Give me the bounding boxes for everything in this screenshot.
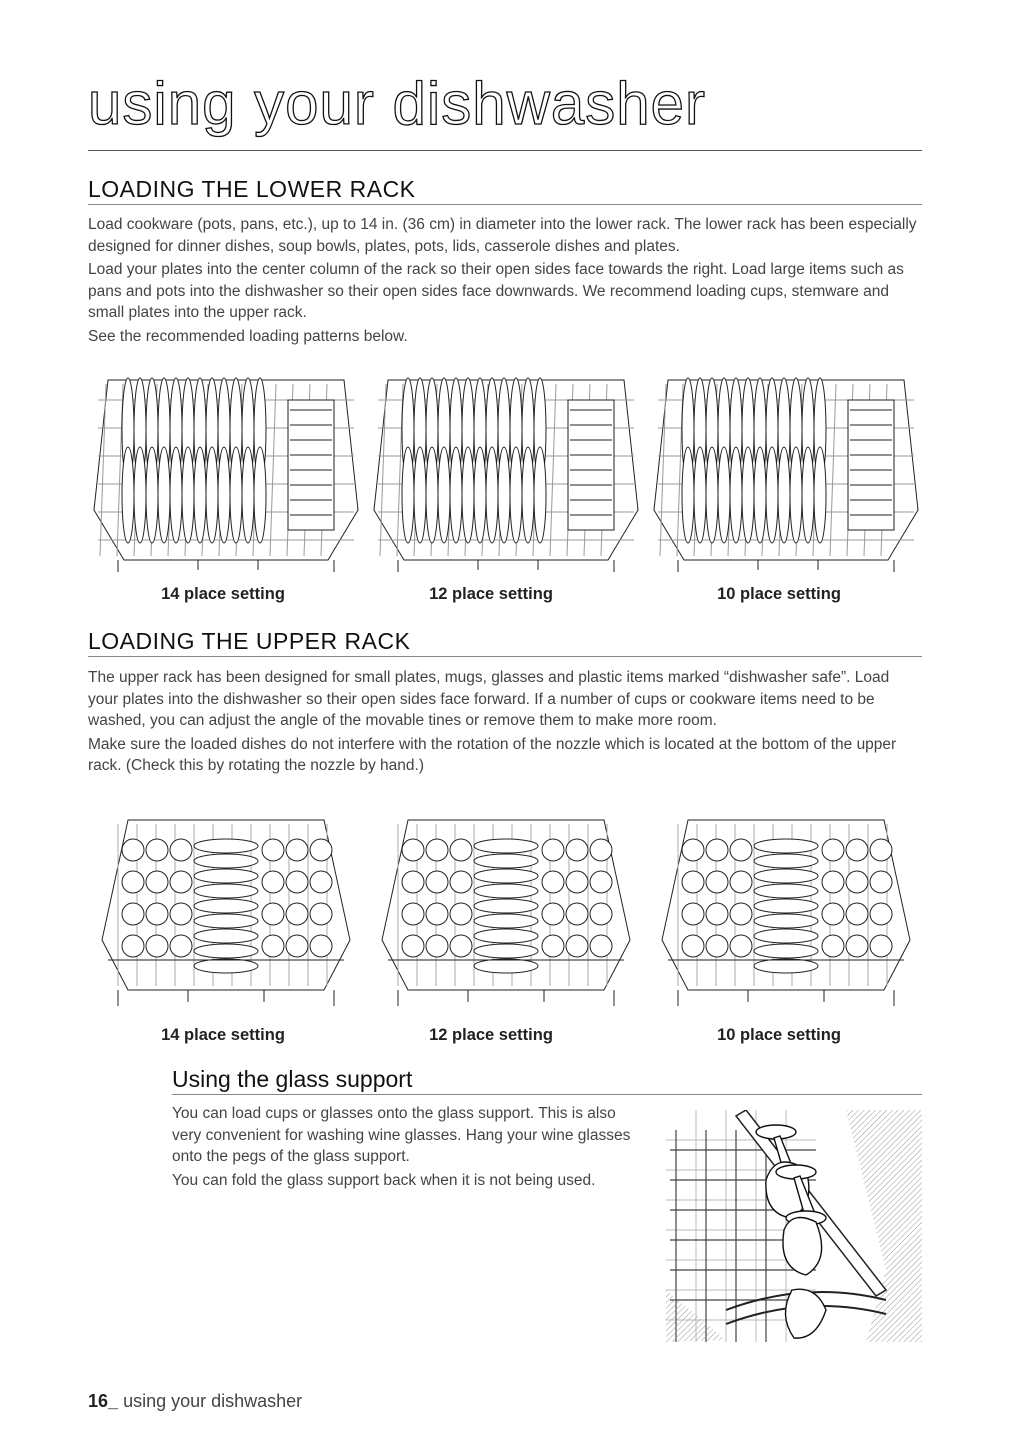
glass-support-paragraph-2: You can fold the glass support back when it is not being used. xyxy=(172,1171,596,1189)
upper-rack-heading: LOADING THE UPPER RACK xyxy=(88,626,922,657)
page-number: 16_ xyxy=(88,1391,119,1411)
upper-rack-12-illustration xyxy=(368,810,644,1020)
upper-rack-paragraph-2: Make sure the loaded dishes do not interfere with the rotation of the nozzle which is located at the bottom of the upper rack. (Check this by rotating the nozzle by hand.) xyxy=(88,735,897,774)
upper-caption-14: 14 place setting xyxy=(161,1026,285,1044)
glass-support-paragraph-1: You can load cups or glasses onto the glass support. This is also very convenient for washing wine glasses. Hang your wine glasses onto the pegs of the glass support. xyxy=(172,1105,631,1165)
footer-text: using your dishwasher xyxy=(123,1391,303,1411)
lower-rack-10-illustration xyxy=(648,360,924,582)
lower-rack-heading: LOADING THE LOWER RACK xyxy=(88,174,922,205)
lower-rack-paragraph-2: Load your plates into the center column of the rack so their open sides face towards the right. Load large items such as pans and pots into the dishwasher so their open sides face downwards. We recommend loading cups, stemware and small plates into the upper rack. xyxy=(88,261,904,321)
glass-support-heading: Using the glass support xyxy=(172,1064,922,1095)
lower-caption-12: 12 place setting xyxy=(429,585,553,603)
upper-caption-10: 10 place setting xyxy=(717,1026,841,1044)
lower-rack-14-illustration xyxy=(88,360,364,582)
page-title: using your dishwasher xyxy=(88,58,922,151)
lower-rack-12-illustration xyxy=(368,360,644,582)
upper-rack-paragraph-1: The upper rack has been designed for small plates, mugs, glasses and plastic items marked “dishwasher safe”. Load your plates into the dishwasher so their open sides face forward. If a number of cups or cookware items need to be washed, you can adjust the angle of the movable tines or remove them to make more room. xyxy=(88,669,890,729)
lower-caption-14: 14 place setting xyxy=(161,585,285,603)
upper-caption-12: 12 place setting xyxy=(429,1026,553,1044)
footer xyxy=(88,1391,302,1412)
lower-rack-paragraph-1: Load cookware (pots, pans, etc.), up to 14 in. (36 cm) in diameter into the lower rack. The lower rack has been especially designed for dinner dishes, soup bowls, plates, pots, lids, casserole dishes and plates. xyxy=(88,216,917,255)
upper-rack-10-illustration xyxy=(648,810,924,1020)
upper-rack-14-illustration xyxy=(88,810,364,1020)
lower-rack-paragraph-3: See the recommended loading patterns below. xyxy=(88,327,408,345)
glass-support-illustration xyxy=(666,1110,922,1342)
lower-caption-10: 10 place setting xyxy=(717,585,841,603)
lower-rack-text xyxy=(88,214,922,349)
glass-support-text xyxy=(172,1103,642,1193)
upper-rack-text xyxy=(88,667,922,779)
